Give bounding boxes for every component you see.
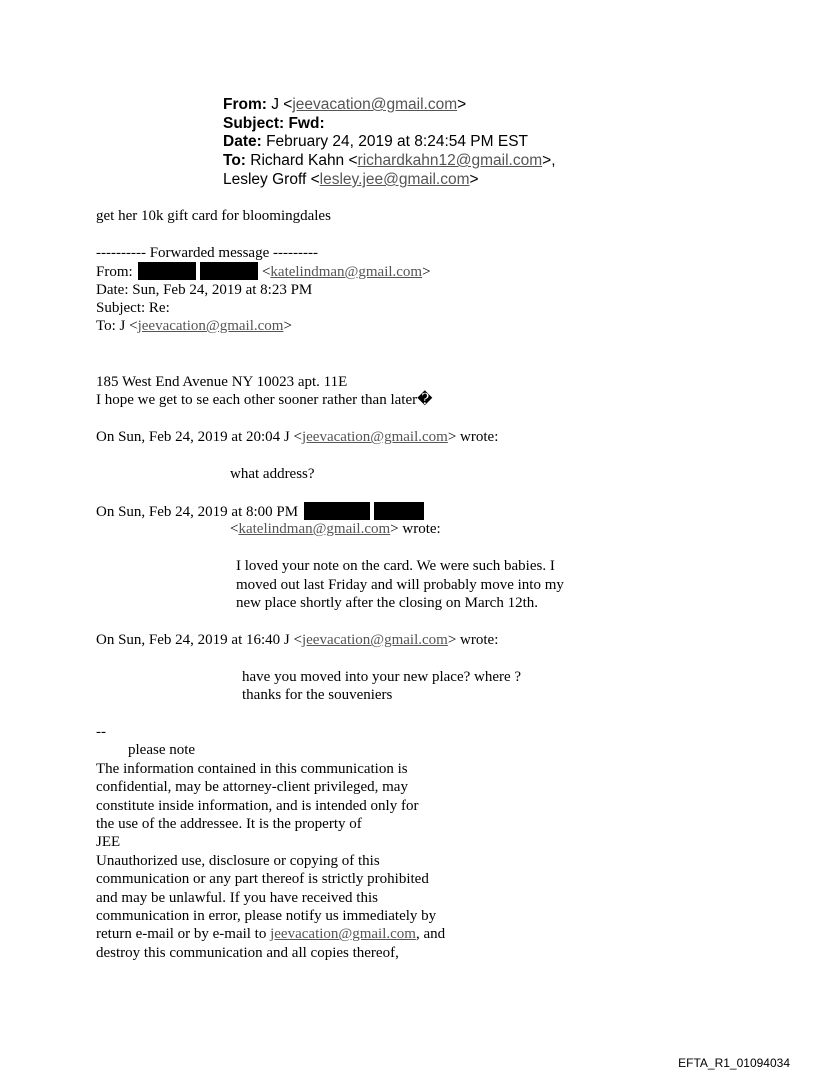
subject-label: Subject: bbox=[223, 115, 285, 132]
signature-please-note: please note bbox=[128, 742, 196, 758]
signature-line: constitute inside information, and is intended only for bbox=[96, 798, 419, 814]
to-label: To: bbox=[223, 152, 246, 169]
header-subject bbox=[223, 115, 325, 134]
forward-from-label: From: bbox=[96, 264, 133, 280]
quote-1-text: what address? bbox=[230, 466, 315, 482]
signature-line: communication in error, please notify us immediately by bbox=[96, 908, 437, 924]
quote-2-intro: On Sun, Feb 24, 2019 at 8:00 PM bbox=[96, 504, 299, 520]
quote-2-header bbox=[96, 502, 424, 522]
signature-return-suffix: , and bbox=[415, 926, 446, 942]
quote-1-header: On Sun, Feb 24, 2019 at 20:04 J <jeevacation@gmail.com> wrote: bbox=[96, 429, 499, 445]
header-to: To: Richard Kahn <richardkahn12@gmail.com>, bbox=[223, 152, 556, 169]
header-date bbox=[223, 133, 528, 152]
quote-1-wrote: wrote: bbox=[460, 429, 499, 445]
forward-to: To: J <jeevacation@gmail.com> bbox=[96, 318, 292, 334]
quote-3-wrote: wrote: bbox=[460, 632, 499, 648]
forward-date: Date: Sun, Feb 24, 2019 at 8:23 PM bbox=[96, 282, 313, 298]
to-email-1-link[interactable]: richardkahn12@gmail.com bbox=[357, 152, 543, 169]
quote-2-email-line: <katelindman@gmail.com> wrote: bbox=[230, 521, 441, 537]
quote-2-line: new place shortly after the closing on March 12th. bbox=[236, 595, 538, 611]
redaction-box bbox=[304, 502, 370, 520]
reply-address: 185 West End Avenue NY 10023 apt. 11E bbox=[96, 374, 348, 390]
signature-return-line bbox=[96, 925, 445, 944]
quote-3-email-link[interactable]: jeevacation@gmail.com bbox=[301, 632, 448, 648]
redaction-box bbox=[138, 262, 196, 280]
redaction-box bbox=[374, 502, 424, 520]
date-label: Date: bbox=[223, 133, 262, 150]
signature-line: confidential, may be attorney-client privileged, may bbox=[96, 779, 408, 795]
reply-hope: I hope we get to se each other sooner rather than later� bbox=[96, 392, 433, 408]
to-name-1: Richard Kahn bbox=[250, 152, 345, 169]
signature-line: JEE bbox=[96, 834, 121, 850]
subject-value: Fwd: bbox=[288, 115, 325, 132]
redaction-box bbox=[200, 262, 258, 280]
signature-line: destroy this communication and all copies thereof, bbox=[96, 945, 399, 961]
quote-1-intro: On Sun, Feb 24, 2019 at 20:04 J bbox=[96, 429, 290, 445]
signature-line: and may be unlawful. If you have received this bbox=[96, 890, 378, 906]
from-name: J bbox=[271, 96, 279, 113]
signature-dashes: -- bbox=[96, 724, 106, 740]
forward-from-email-link[interactable]: katelindman@gmail.com bbox=[270, 264, 423, 280]
signature-line: communication or any part thereof is strictly prohibited bbox=[96, 871, 429, 887]
quote-2-line: I loved your note on the card. We were such babies. I bbox=[236, 558, 555, 574]
date-value: February 24, 2019 at 8:24:54 PM EST bbox=[266, 133, 529, 150]
signature-line: the use of the addressee. It is the property of bbox=[96, 816, 362, 832]
document-id: EFTA_R1_01094034 bbox=[678, 1056, 790, 1070]
signature-line: Unauthorized use, disclosure or copying of this bbox=[96, 853, 380, 869]
header-from: From: J <jeevacation@gmail.com> bbox=[223, 96, 467, 113]
to-name-2: Lesley Groff bbox=[223, 171, 307, 188]
to-email-2-link[interactable]: lesley.jee@gmail.com bbox=[319, 171, 470, 188]
quote-2-email-link[interactable]: katelindman@gmail.com bbox=[238, 521, 391, 537]
body-line: get her 10k gift card for bloomingdales bbox=[96, 208, 331, 224]
quote-3-line: thanks for the souveniers bbox=[242, 687, 393, 703]
signature-line: The information contained in this communication is bbox=[96, 761, 408, 777]
forward-to-email-link[interactable]: jeevacation@gmail.com bbox=[137, 318, 284, 334]
from-email-link[interactable]: jeevacation@gmail.com bbox=[292, 96, 458, 113]
header-to-2: Lesley Groff <lesley.jee@gmail.com> bbox=[223, 171, 479, 188]
quote-2-wrote: wrote: bbox=[402, 521, 441, 537]
forward-subject: Subject: Re: bbox=[96, 300, 170, 316]
quote-3-line: have you moved into your new place? where ? bbox=[242, 669, 522, 685]
forward-separator: ---------- Forwarded message --------- bbox=[96, 245, 318, 261]
forward-to-label: To: J bbox=[96, 318, 126, 334]
quote-3-intro: On Sun, Feb 24, 2019 at 16:40 J bbox=[96, 632, 290, 648]
quote-2-line: moved out last Friday and will probably move into my bbox=[236, 577, 564, 593]
signature-email-link[interactable]: jeevacation@gmail.com bbox=[270, 926, 416, 942]
forward-from: From: <katelindman@gmail.com> bbox=[96, 264, 431, 280]
from-label: From: bbox=[223, 96, 267, 113]
signature-return-prefix: return e-mail or by e-mail to bbox=[96, 926, 267, 942]
quote-3-header: On Sun, Feb 24, 2019 at 16:40 J <jeevacation@gmail.com> wrote: bbox=[96, 632, 499, 648]
quote-1-email-link[interactable]: jeevacation@gmail.com bbox=[301, 429, 448, 445]
